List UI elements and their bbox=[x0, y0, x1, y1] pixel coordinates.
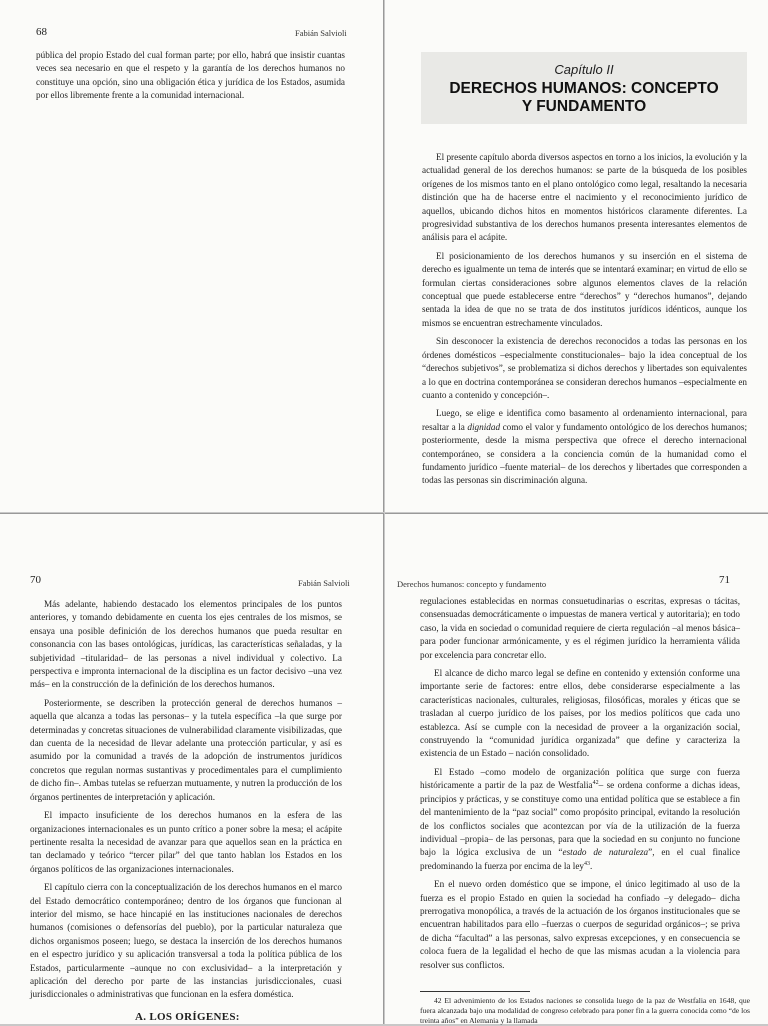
paragraph: El presente capítulo aborda diversos aspectos en torno a los inicios, la evolución y la actualidad general de los derechos humanos: se parte de la búsqueda de los posibles orígenes de los mismos tanto en el plano ontológico como legal, resaltando la necesaria distinción que ha de hacerse entre el nacimiento y el reconocimiento jurídico de aquellos, ubicando dichos hitos en momentos históricos claramente diferentes. La progresividad substantiva de los derechos humanos presenta interesantes elementos de análisis para el acápite. bbox=[422, 152, 748, 243]
text-run: como el valor y fundamento ontológico de los derechos humanos; posteriormente, desde la misma perspectiva que ofrece el derecho internacional contemporáneo, se considera a la conciencia común de la humanidad como el fundamento jurídico –fuente material– de los derechos y libertades que corresponden a todas las personas sin discriminación alguna. bbox=[422, 421, 747, 486]
body-text bbox=[36, 49, 345, 108]
page-70 bbox=[0, 513, 384, 1024]
paragraph: El alcance de dicho marco legal se define en contenido y extensión conforme una importante serie de factores: entre ellos, debe considerarse especialmente a las características nacionales, culturales, religiosas, filosóficas, morales y éticas que se trasladan al cuerpo jurídico de los países, por los medios políticos que cada uno establezca. Así se cumple con la necesidad de proveer a la organización social, construyendo la “comunidad jurídica organizada” que define y caracteriza la existencia de un Estado – nación consolidado. bbox=[420, 668, 740, 759]
page-68 bbox=[0, 0, 384, 512]
body-text bbox=[420, 595, 740, 977]
text-run: Luego, se elige e identifica como basamento al ordenamiento internacional, para resaltar a la bbox=[422, 408, 747, 432]
running-head: Fabián Salvioli bbox=[295, 28, 347, 38]
chapter-title bbox=[421, 80, 747, 116]
paragraph: El capítulo cierra con la conceptualización de los derechos humanos en el marco del Estado democrático contemporáneo; dentro de los órganos que funcionan al interior del mismo, se hace hincapié en las instituciones nacionales de derechos humanos (comisiones o defensorías del pueblo), por la particular naturaleza que dichos organismos poseen; luego, se destaca la inserción de los derechos humanos en el espectro jurídico y su aplicación transversal a toda la política pública de los Estados, particularmente –aunque no con exclusividad– a la interpretación y aplicación del derecho por parte de las instancias jurisdiccionales, cuasi jurisdiccionales o administrativas que funcionan en la esfera doméstica. bbox=[30, 882, 342, 1000]
page-number: 68 bbox=[36, 26, 47, 38]
paragraph: El posicionamiento de los derechos humanos y su inserción en el sistema de derecho es igualmente un tema de interés que se intentará examinar; en virtud de ello se formulan ciertas consideraciones sobre algunos elementos claves de la relación conceptual que puede establecerse entre “derechos” y “derechos humanos”, dejando sentada la idea de que no se trata de dos institutos jurídicos idénticos, aunque los mismos se encuentran estrechamente vinculados. bbox=[422, 250, 747, 328]
running-head: Derechos humanos: concepto y fundamento bbox=[397, 579, 547, 589]
body-text bbox=[30, 598, 342, 1007]
paragraph bbox=[420, 766, 740, 873]
text-run: ”, en el cual finalice predominando la fuerza por encima de la ley bbox=[420, 847, 740, 871]
emphasis: estado de naturaleza bbox=[562, 847, 649, 858]
running-head: Fabián Salvioli bbox=[298, 578, 350, 588]
paragraph bbox=[422, 407, 747, 487]
chapter-title-line: Y FUNDAMENTO bbox=[521, 98, 647, 115]
chapter-title-line: DERECHOS HUMANOS: CONCEPTO bbox=[449, 80, 719, 97]
emphasis: dignidad bbox=[467, 421, 501, 432]
paragraph: El impacto insuficiente de los derechos humanos en la esfera de las organizaciones internacionales es un punto crítico a poner sobre la mesa; el acápite pertinente resalta la necesidad de avanzar para que aquellos sean en la práctica en tan declamado y teórico “tercer pilar” del que tanto hablan los Estados en los órganos políticos de las organizaciones internacionales. bbox=[30, 810, 342, 874]
paragraph: pública del propio Estado del cual forman parte; por ello, habrá que insistir cuantas veces sea necesario en que el respeto y la garantía de los derechos humanos no constituye una opción, sino una obligación ética y jurídica de los Estados, asumida por ellos libremente frente a la comunidad internacional. bbox=[36, 50, 345, 101]
chapter-heading bbox=[421, 52, 747, 124]
page-number: 70 bbox=[30, 574, 41, 586]
footnote-ref[interactable]: 43 bbox=[584, 860, 591, 867]
text-run: . bbox=[590, 860, 593, 871]
body-text bbox=[422, 151, 747, 493]
footnote-rule bbox=[420, 991, 530, 992]
text-run: – se ordena conforme a dichas ideas, principios y prácticas, y se constituye como una entidad política que se establece a fin del mantenimiento de la “paz social” como propósito principal, evitando la resolución de los conflictos sociales que acontezcan por vía de la utilización de la fuerza individual –propia– de las personas, para que la sociedad en su conjunto no funcione bajo la lógica exclusiva de un “ bbox=[420, 780, 741, 858]
page-number: 71 bbox=[719, 574, 730, 586]
paragraph: regulaciones establecidas en normas consuetudinarias o escritas, expresas o tácitas, consensuadas democráticamente o impuestas de manera vertical y autoritaria); en todo caso, la vida en sociedad o comunidad requiere de cierta regulación –al menos básica– para poder funcionar armónicamente, y es el régimen jurídico la herramienta válida por excelencia para concretar ello. bbox=[420, 596, 740, 660]
paragraph: En el nuevo orden doméstico que se impone, el único legitimado al uso de la fuerza es el propio Estado en quien la sociedad ha confiado –y delegado– dicha prerrogativa monopólica, a través de la actuación de los órganos institucionales que se encuentran habilitados para ello –fuerzas o cuerpos de seguridad orgánicos–; se priva de dicha “facultad” a las personas, salvo expresas excepciones, y en consecuencia se coloca fuera de la legalidad el hecho de que las mismas acudan a la violencia para resolver sus conflictos. bbox=[420, 879, 740, 970]
footnote-ref[interactable]: 42 bbox=[592, 780, 599, 787]
page-69 bbox=[385, 0, 768, 512]
paragraph: Sin desconocer la existencia de derechos reconocidos a todas las personas en los órdenes domésticos –especialmente constitucionales– bajo la idea conceptual de los “derechos subjetivos”, se problematiza si dichos derechos y libertades son equivalentes a lo que en doctrina contemporánea se consideran derechos humanos –especialmente en cuanto a contenido y concepción–. bbox=[422, 336, 747, 400]
paragraph: Posteriormente, se describen la protección general de derechos humanos –aquella que alcanza a todas las personas– y la tutela específica –la que surge por determinadas y concretas situaciones de vulnerabilidad claramente visibilizadas, que dan cuenta de la necesidad de llevar adelante una protección particular, y así es asumido por la comunidad a través de la adopción de instrumentos jurídicos concretos que regulan normas sustantivas y procedimentales para el cumplimiento de dicho fin–. Ambas tutelas se refuerzan mutuamente, y nutren la producción de los órganos pertinentes de interpretación y aplicación. bbox=[30, 697, 342, 802]
text-run: El Estado –como modelo de organización política que surge con fuerza históricamente a partir de la paz de Westfalia bbox=[420, 766, 740, 791]
page-71 bbox=[385, 513, 768, 1024]
footnote: 42 El advenimiento de los Estados naciones se consolida luego de la paz de Westfalia en 1648, que fuera alcanzada bajo una modalidad de congreso celebrado para poner fin a la guerra conocida como “de los treinta años” en Alemania y la llamada bbox=[420, 996, 750, 1025]
chapter-label: Capítulo II bbox=[554, 62, 614, 77]
paragraph: Más adelante, habiendo destacado los elementos principales de los puntos anteriores, y tomando debidamente en cuenta los ejes centrales de los mismos, se ensaya una posible definición de los derechos humanos que pueda resultar en consonancia con las bases ontológicas, jurídicas, las características señaladas, y la subjetividad –titularidad– de las personas a nivel individual y colectivo. La perspectiva e impronta internacional de la disciplina es un factor decisivo –una vez más– en la construcción de la definición de los derechos humanos. bbox=[30, 599, 342, 690]
section-heading: A. LOS ORÍGENES: bbox=[135, 1011, 240, 1023]
